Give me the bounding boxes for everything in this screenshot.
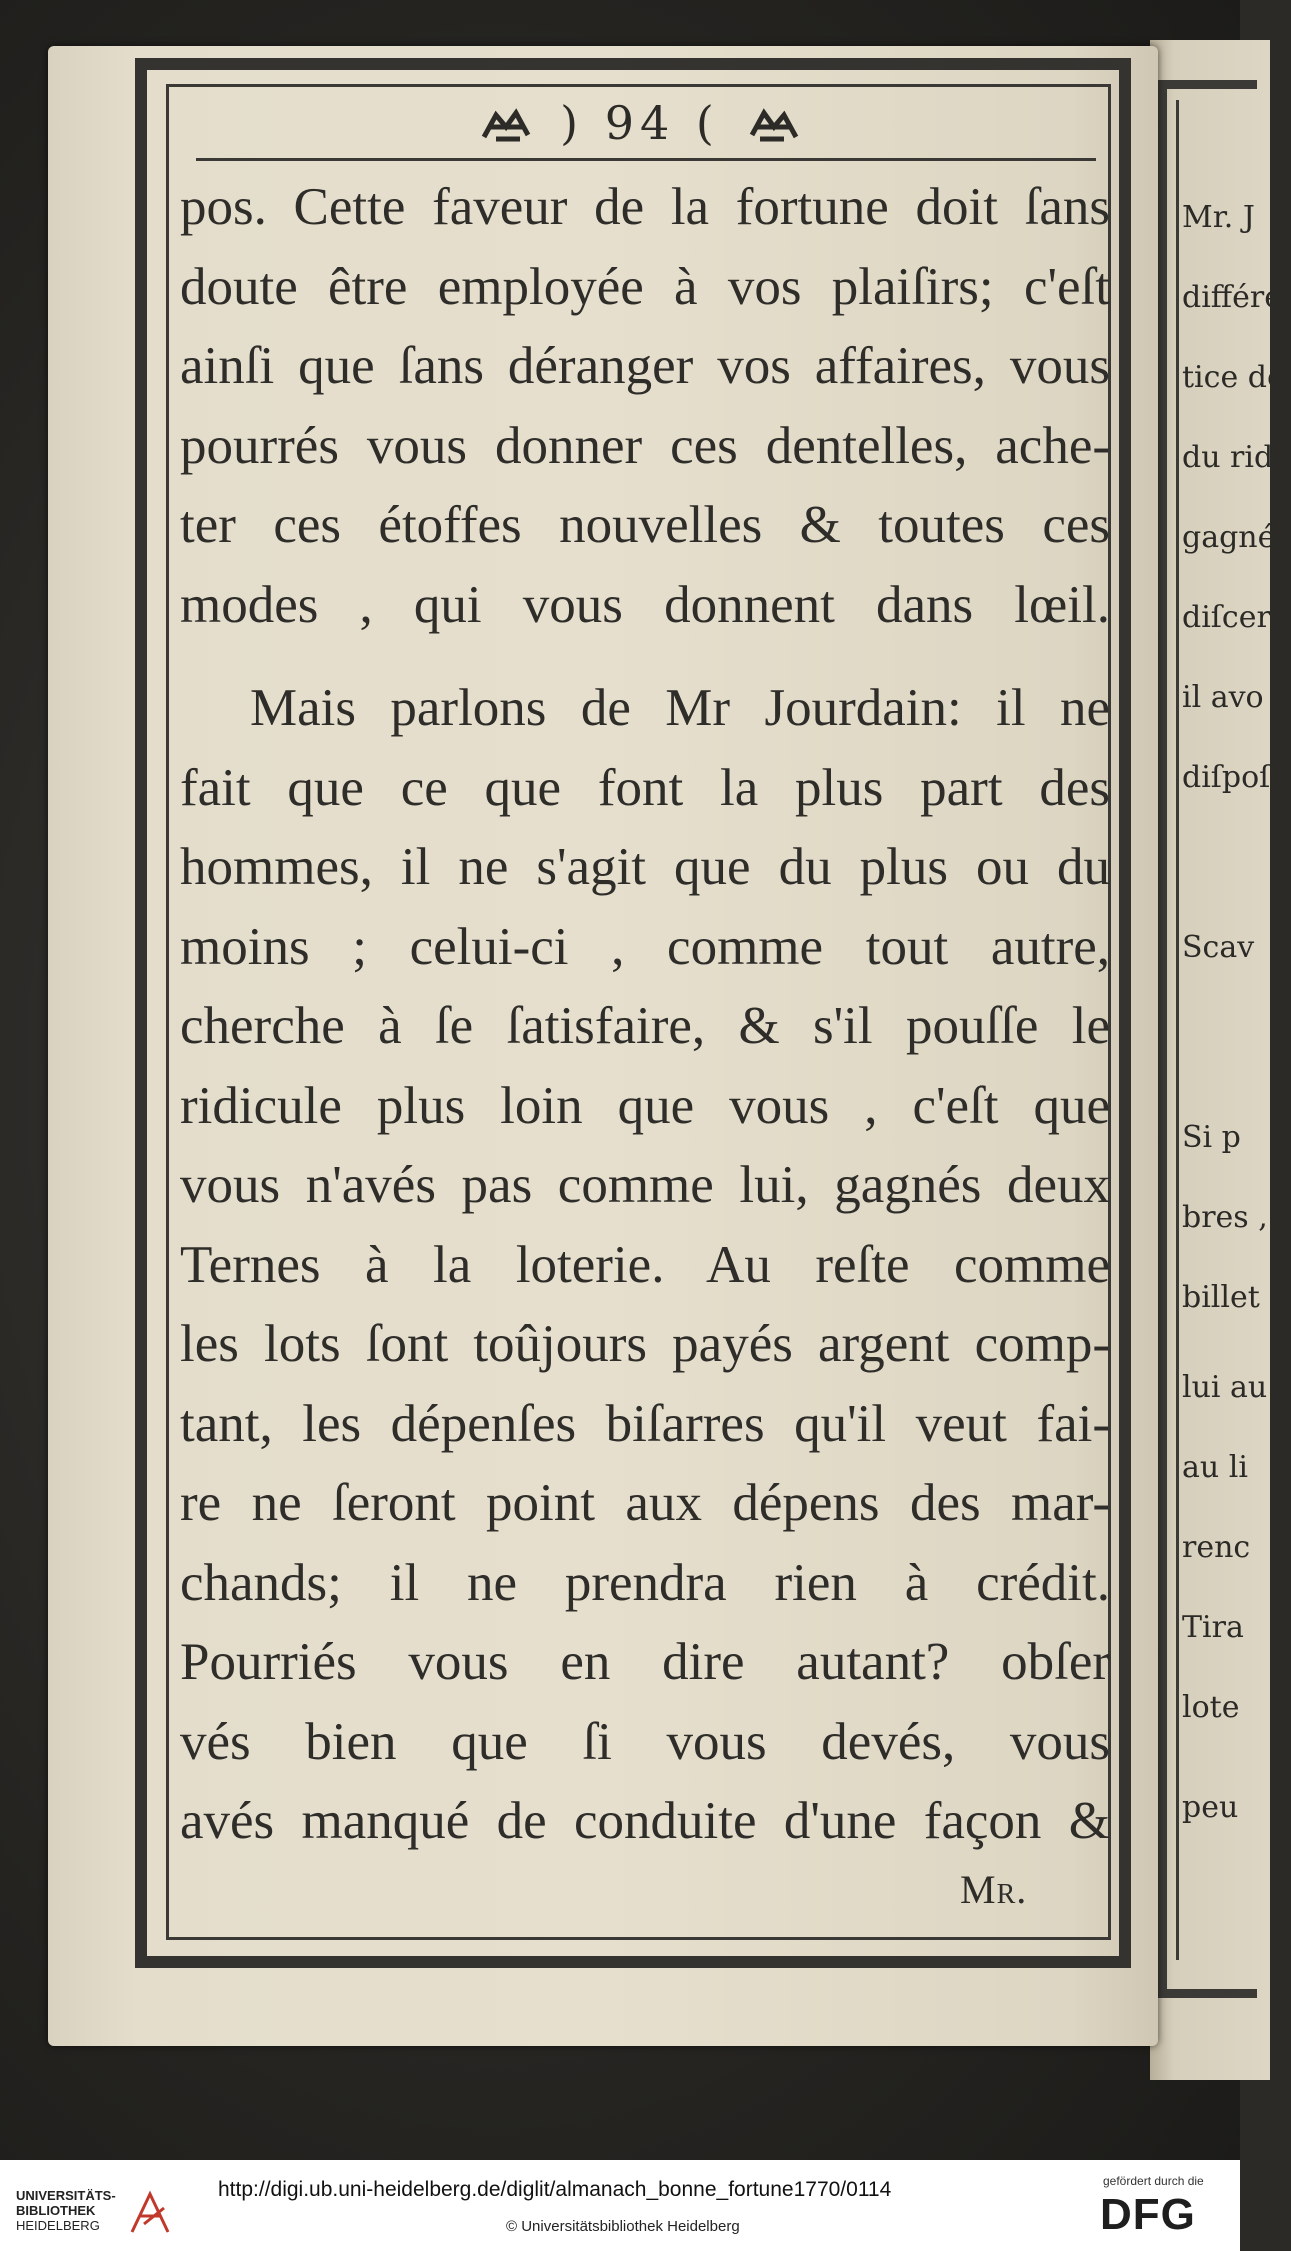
- text-line: chands; il ne prendra rien à crédit.: [180, 1553, 1110, 1612]
- next-page-fragment: Tira: [1182, 1610, 1244, 1645]
- text-line: Mais parlons de Mr Jourdain: il ne: [250, 679, 1110, 737]
- next-page-fragment: Scav: [1182, 930, 1255, 965]
- next-page-fragment: lote: [1182, 1690, 1240, 1725]
- next-page-fragment: bres ,: [1182, 1200, 1268, 1235]
- page-number: 94: [604, 96, 676, 150]
- text-line: les lots ſont toûjours payés argent comp-: [180, 1315, 1110, 1373]
- text-line: cherche à ſe ſatisfaire, & s'il pouſſe le: [180, 997, 1110, 1055]
- next-page-fragment: tice de: [1182, 360, 1285, 395]
- catchword: Mr.: [960, 1867, 1028, 1912]
- next-page-fragment: Si p: [1182, 1120, 1241, 1155]
- copyright-notice: © Universitätsbibliothek Heidelberg: [506, 2218, 740, 2235]
- text-line: doute être employée à vos plaiſirs; c'eſt: [180, 257, 1110, 316]
- library-name-line1: UNIVERSITÄTS-: [16, 2188, 116, 2203]
- funded-by-label: gefördert durch die: [1103, 2174, 1204, 2188]
- page-header: [190, 96, 1090, 166]
- next-page-fragment: peu: [1182, 1790, 1239, 1825]
- library-name-line2: BIBLIOTHEK: [16, 2203, 96, 2218]
- next-page-fragment: au li: [1182, 1450, 1248, 1485]
- library-logo-icon: [128, 2190, 172, 2236]
- text-line: vés bien que ſi vous devés, vous: [180, 1712, 1110, 1771]
- next-page-fragment: différe: [1182, 280, 1282, 315]
- text-line: modes , qui vous donnent dans lœil.: [180, 575, 1110, 634]
- next-page-fragment: diſcern: [1182, 600, 1291, 635]
- document-url-link[interactable]: http://digi.ub.uni-heidelberg.de/diglit/almanach_bonne_fortune1770/0114: [218, 2178, 892, 2201]
- text-line: ter ces étoffes nouvelles & toutes ces: [180, 496, 1110, 554]
- text-line: tant, les dépenſes biſarres qu'il veut fai-: [180, 1394, 1110, 1453]
- text-line: avés manqué de conduite d'une façon &: [180, 1792, 1110, 1850]
- text-line: vous n'avés pas comme lui, gagnés deux: [180, 1156, 1110, 1214]
- next-page-fragment: renc: [1182, 1530, 1251, 1565]
- dfg-logo[interactable]: DFG: [1100, 2190, 1196, 2239]
- text-line: moins ; celui-ci , comme tout autre,: [180, 917, 1110, 976]
- text-line: ainſi que ſans déranger vos affaires, vous: [180, 337, 1110, 395]
- library-name-line3: HEIDELBERG: [16, 2218, 100, 2233]
- header-left-paren: ): [560, 96, 585, 150]
- text-line: re ne ſeront point aux dépens des mar-: [180, 1474, 1110, 1532]
- next-page-fragment: billet: [1182, 1280, 1260, 1315]
- next-page-fragment: du ridi: [1182, 440, 1283, 475]
- ornament-left-icon: [476, 107, 540, 147]
- text-line: fait que ce que font la plus part des: [180, 758, 1110, 817]
- next-page-fragment: lui au: [1182, 1370, 1268, 1405]
- next-page-fragment: gagnés: [1182, 520, 1291, 555]
- text-line: pos. Cette faveur de la fortune doit ſans: [180, 178, 1110, 236]
- text-line: Pourriés vous en dire autant? obſer: [180, 1633, 1110, 1691]
- text-line: ridicule plus loin que vous , c'eſt que: [180, 1076, 1110, 1135]
- next-page-fragment: Mr. J: [1182, 200, 1255, 235]
- ornament-right-icon: [740, 107, 804, 147]
- text-line: hommes, il ne s'agit que du plus ou du: [180, 838, 1110, 896]
- body-text: [180, 168, 1110, 1862]
- footer-bar: [0, 2160, 1240, 2251]
- text-line: Ternes à la loterie. Au reſte comme: [180, 1235, 1110, 1294]
- header-rule: [196, 158, 1096, 161]
- next-page-fragment: il avo: [1182, 680, 1264, 715]
- text-line: pourrés vous donner ces dentelles, ache-: [180, 416, 1110, 475]
- header-right-paren: (: [695, 96, 720, 150]
- next-page-fragment: diſpoſ: [1182, 760, 1271, 795]
